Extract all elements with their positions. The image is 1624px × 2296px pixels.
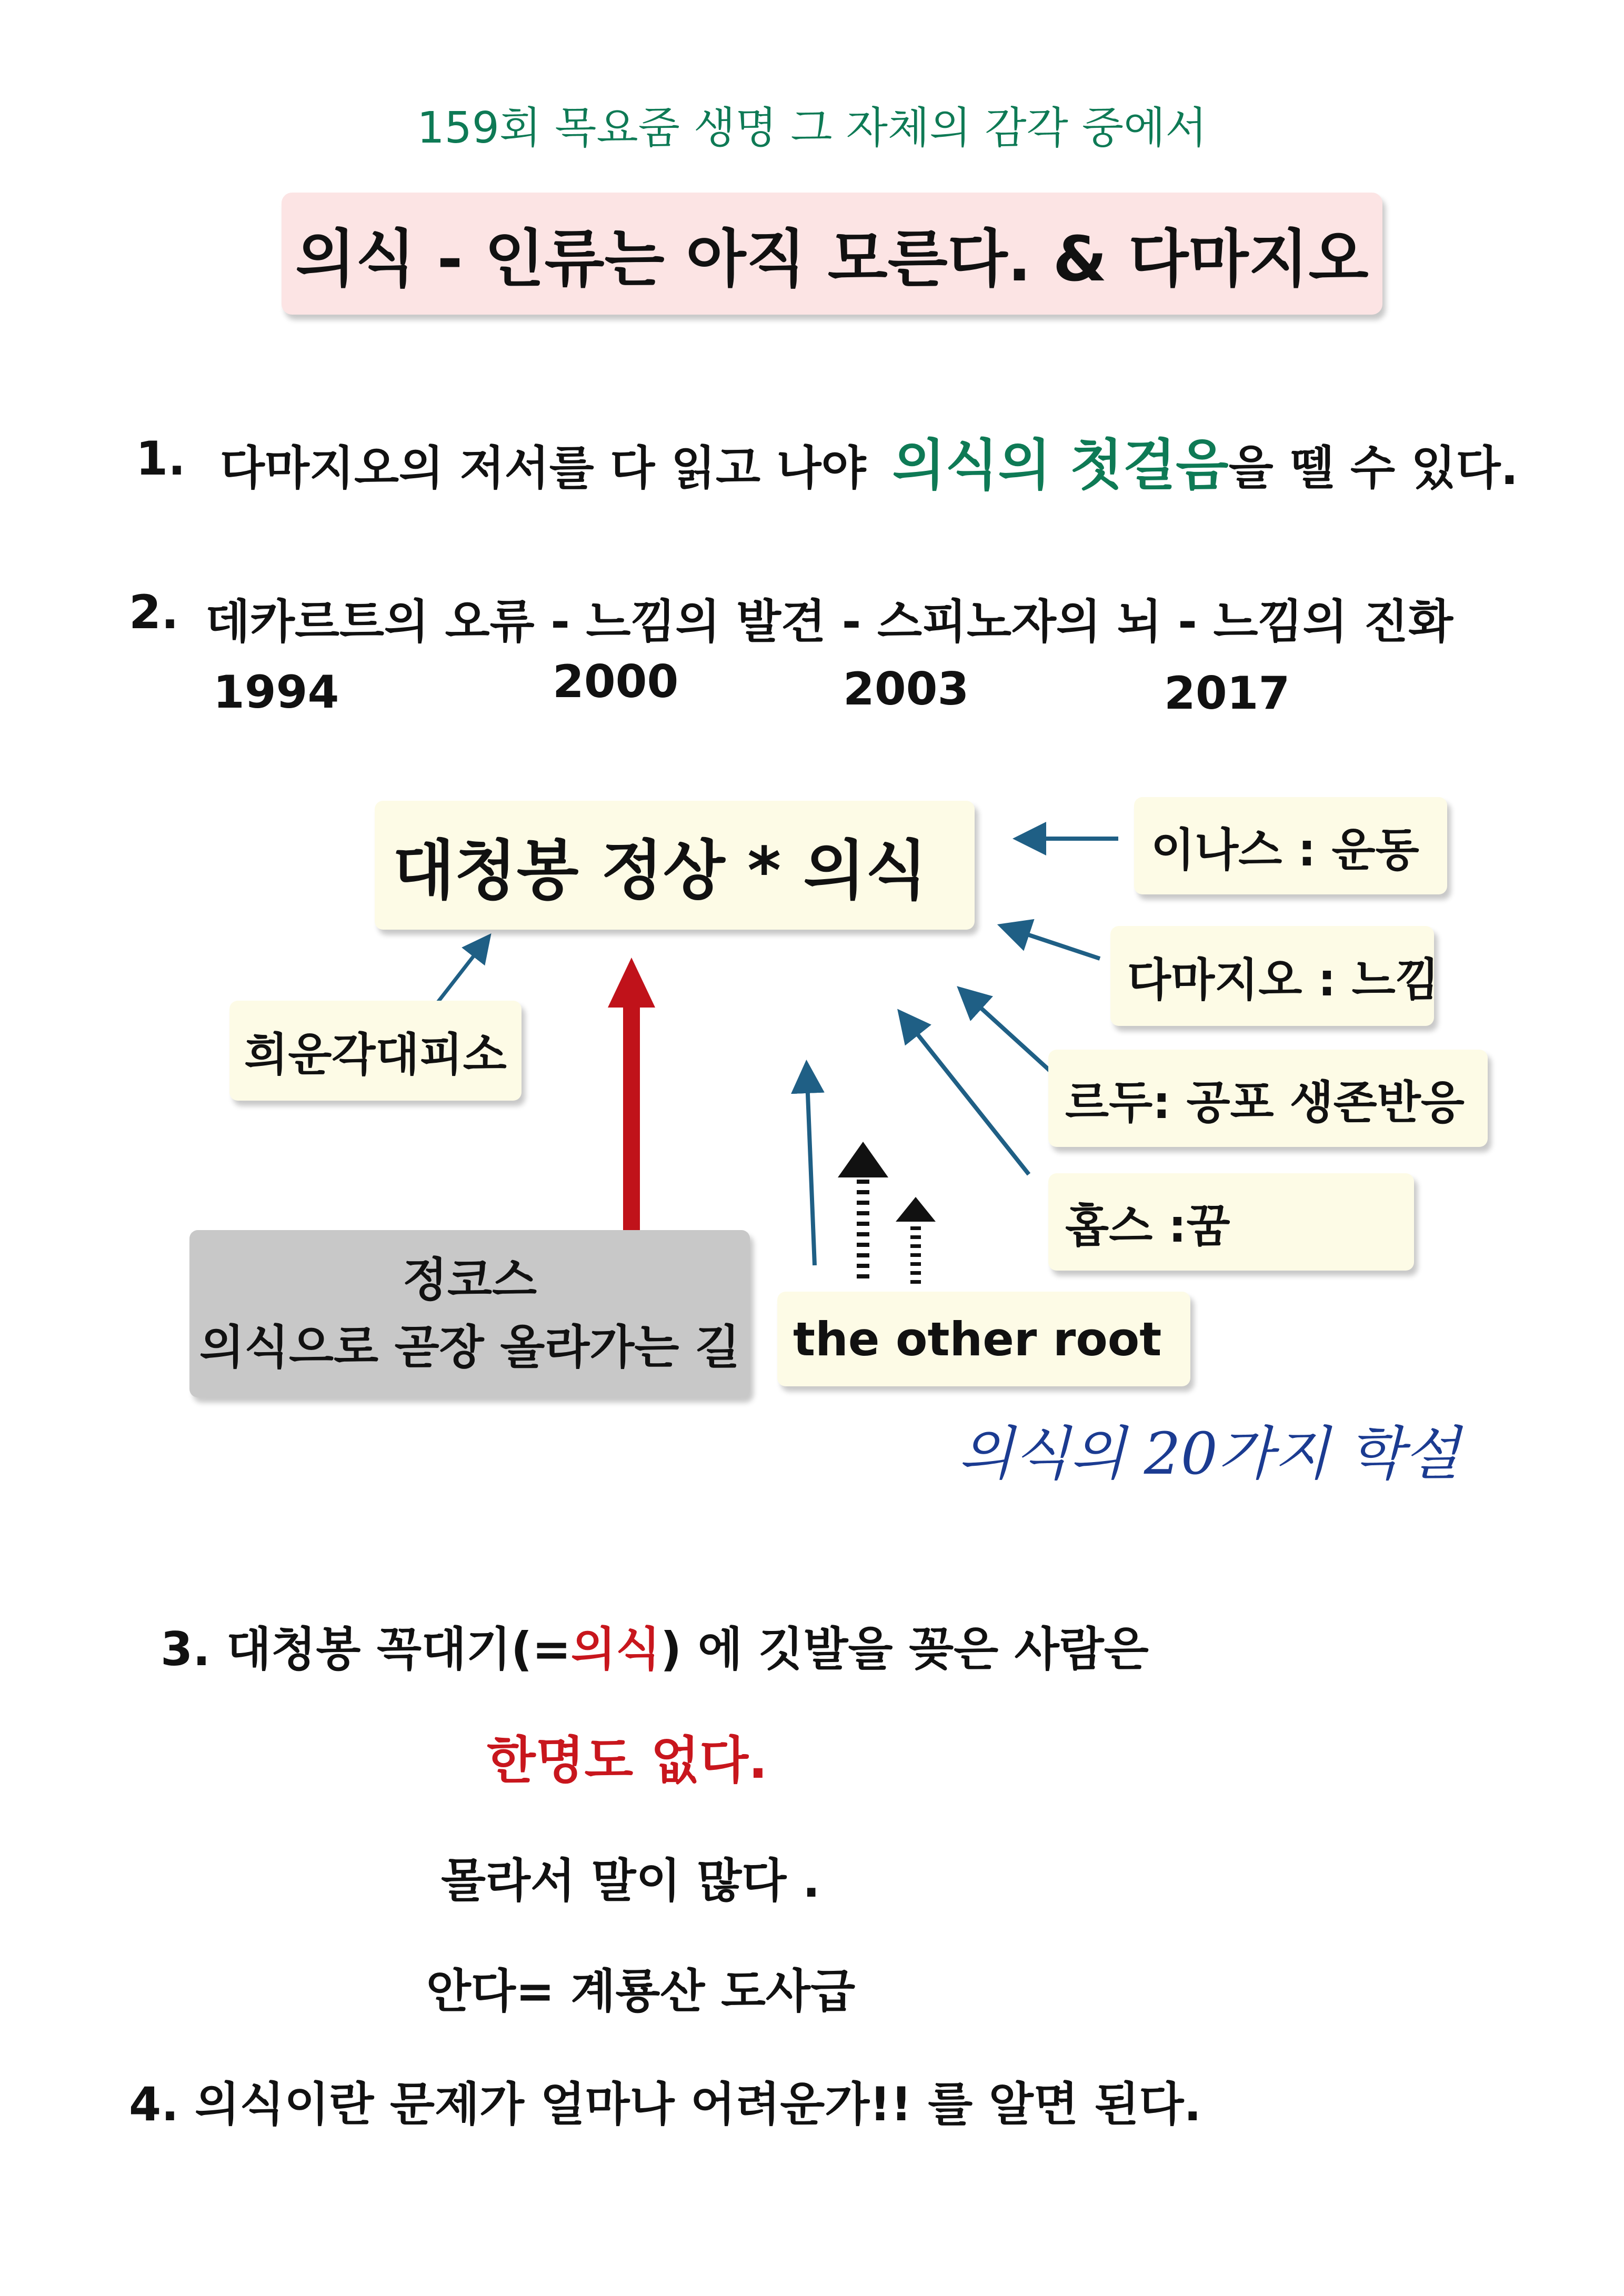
item-1-text-before: 다마지오의 저서를 다 읽고 나야	[220, 441, 866, 495]
arrow-other-root	[807, 1068, 815, 1265]
hut-note	[229, 1001, 522, 1101]
main-route-desc: 의식으로 곧장 올라가는 길	[199, 1320, 740, 1374]
year-2000: 2000	[553, 656, 679, 708]
dashed-arrow-tall-head	[838, 1142, 888, 1177]
arrow-hobbes	[903, 1015, 1029, 1174]
item-2-number: 2.	[129, 585, 179, 639]
main-route-title: 정코스	[402, 1253, 537, 1307]
note-ledoux-text: 르두: 공포 생존반응	[1065, 1076, 1465, 1129]
hut-text: 희운각대피소	[244, 1029, 507, 1081]
year-2017: 2017	[1164, 667, 1290, 720]
note-damasio	[1110, 926, 1439, 1026]
note-inas-text: 이나스 : 운동	[1151, 823, 1419, 877]
handwritten-note: 의식의 20가지 학설	[958, 1420, 1460, 1487]
summit-text: 대청봉 정상 * 의식	[393, 833, 928, 908]
main-route-box	[189, 1230, 750, 1397]
arrow-hut	[432, 939, 487, 1010]
item-1-highlight: 의식의 첫걸음	[892, 433, 1229, 497]
page-subtitle: 159회 목요줌 생명 그 자체의 감각 중에서	[417, 103, 1207, 153]
item-3-text-before: 3. 대청봉 꼭대기(=	[161, 1622, 571, 1676]
item-1-number: 1.	[136, 431, 186, 486]
item-3-text-after: ) 에 깃발을 꽂은 사람은	[660, 1622, 1149, 1676]
arrow-ledoux	[963, 992, 1050, 1071]
note-inas	[1134, 797, 1447, 894]
note-hobbes	[1048, 1173, 1414, 1271]
red-arrow-shaft	[623, 1004, 640, 1230]
item-3	[161, 1613, 1149, 1679]
item-1-text-after: 을 뗄 수 있다.	[1228, 441, 1519, 495]
page-title-text: 의식 - 인류는 아직 모른다. & 다마지오	[295, 223, 1369, 295]
dashed-arrow-short-head	[896, 1197, 936, 1222]
note-damasio-text: 다마지오 : 느낌	[1127, 954, 1439, 1006]
year-1994: 1994	[213, 666, 339, 719]
item-3-highlight: 의식	[570, 1622, 660, 1676]
other-root-text: the other root	[793, 1312, 1162, 1366]
summit-note	[375, 801, 975, 930]
year-2003: 2003	[843, 663, 969, 716]
item-2-text: 데카르트의 오류 - 느낌의 발견 - 스피노자의 뇌 - 느낌의 진화	[205, 595, 1453, 649]
note-hobbes-text: 홉스 :꿈	[1065, 1200, 1230, 1253]
item-3-line-a: 몰라서 말이 많다 .	[441, 1854, 820, 1908]
item-3-line-b: 안다= 계룡산 도사급	[426, 1964, 856, 2018]
arrow-damasio	[1005, 927, 1100, 959]
red-arrow-head	[608, 958, 655, 1008]
item-4: 4. 의식이란 문제가 얼마나 어려운가!! 를 알면 된다.	[129, 2077, 1201, 2131]
note-ledoux	[1048, 1050, 1488, 1147]
other-root-note	[777, 1292, 1190, 1386]
item-3-emphasis: 한명도 없다.	[487, 1731, 768, 1790]
